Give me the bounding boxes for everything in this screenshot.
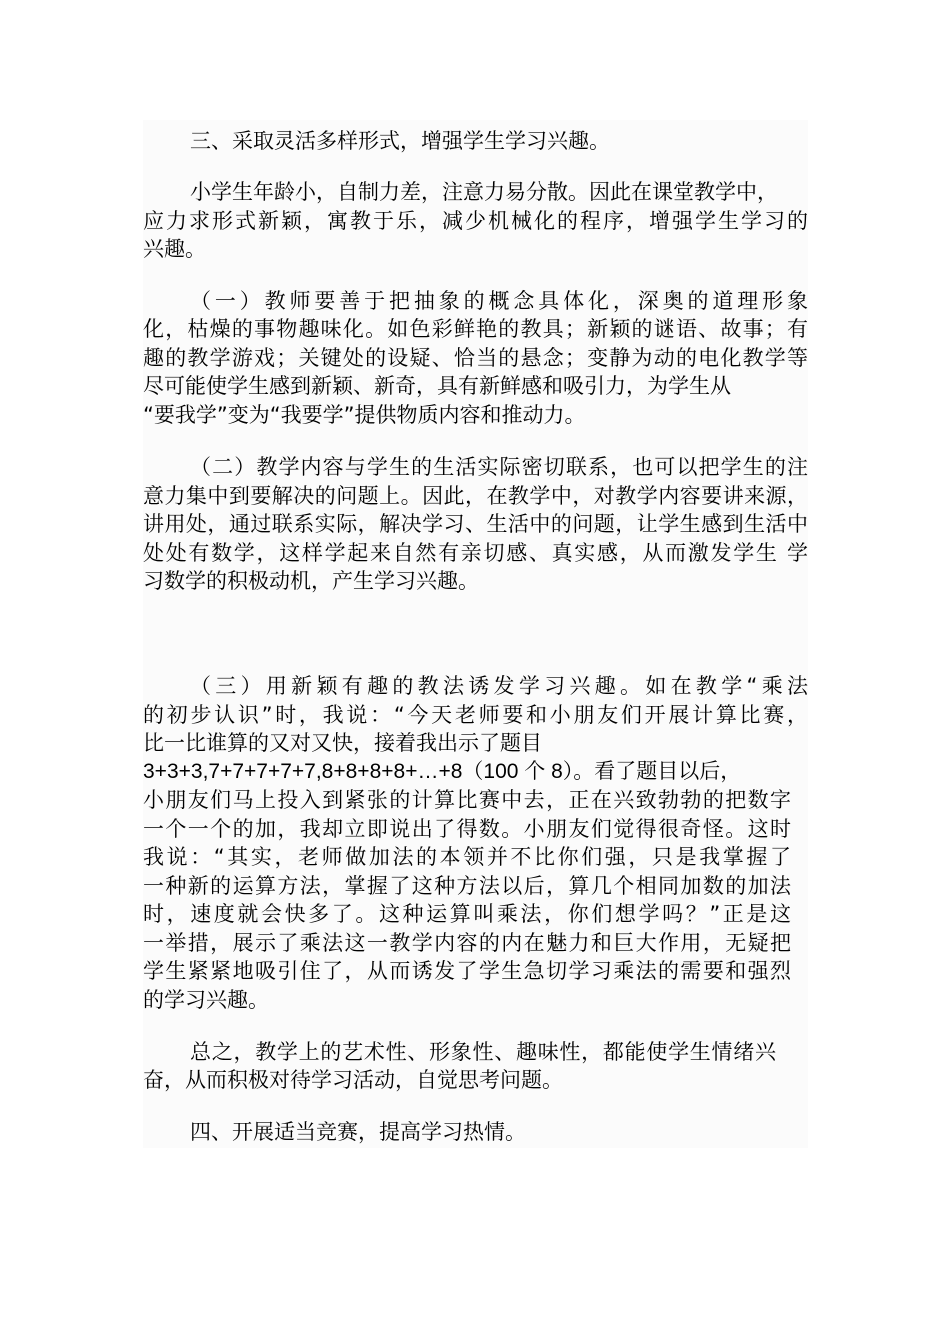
point-one-line: 趣的教学游戏；关键处的设疑、恰当的悬念；变静为动的电化教学等 — [143, 346, 808, 370]
point-two-line: （二）教学内容与学生的生活实际密切联系，也可以把学生的注 — [190, 455, 808, 479]
point-three-line: 时，速度就会快多了。这种运算叫乘法，你们想学吗？”正是这 — [143, 902, 791, 926]
intro-paragraph-line: 兴趣。 — [143, 237, 206, 261]
point-three-line: 的初步认识”时，我说：“今天老师要和小朋友们开展计算比赛， — [143, 703, 808, 727]
point-one-line: 化，枯燥的事物趣味化。如色彩鲜艳的教具；新颖的谜语、故事；有 — [143, 317, 808, 341]
point-three-line: 学生紧紧地吸引住了，从而诱发了学生急切学习乘法的需要和强烈 — [143, 959, 791, 983]
section-heading-four: 四、开展适当竞赛，提高学习热情。 — [190, 1120, 526, 1144]
point-three-line: 比一比谁算的又对又快，接着我出示了题目 — [143, 731, 542, 755]
intro-paragraph-line: 小学生年龄小，自制力差，注意力易分散。因此在课堂教学中， — [190, 180, 778, 204]
document-text-block — [143, 120, 808, 1148]
section-heading-three: 三、采取灵活多样形式，增强学生学习兴趣。 — [190, 129, 610, 153]
point-two-line: 意力集中到要解决的问题上。因此，在教学中，对教学内容要讲来源， — [143, 484, 808, 508]
point-one-line: “要我学”变为“我要学”提供物质内容和推动力。 — [143, 403, 586, 427]
point-one-line: 尽可能使学生感到新颖、新奇，具有新鲜感和吸引力，为学生从 — [143, 374, 731, 398]
point-two-line: 习数学的积极动机，产生学习兴趣。 — [143, 569, 479, 593]
summary-line: 总之，教学上的艺术性、形象性、趣味性，都能使学生情绪兴 — [190, 1040, 776, 1064]
point-two-line: 处处有数学，这样学起来自然有亲切感、真实感，从而激发学生 学 — [143, 541, 808, 565]
intro-paragraph-line: 应力求形式新颖，寓教于乐，减少机械化的程序，增强学生学习的 — [143, 209, 808, 233]
point-one-line: （一）教师要善于把抽象的概念具体化，深奥的道理形象 — [190, 289, 808, 313]
summary-line: 奋，从而积极对待学习活动，自觉思考问题。 — [143, 1068, 563, 1092]
point-three-line: 我说：“其实，老师做加法的本领并不比你们强，只是我掌握了 — [143, 845, 791, 869]
point-three-line: （三）用新颖有趣的教法诱发学习兴趣。如在教学“乘法 — [190, 674, 808, 698]
point-three-line: 一种新的运算方法，掌握了这种方法以后，算几个相同加数的加法 — [143, 874, 791, 898]
point-three-line: 小朋友们马上投入到紧张的计算比赛中去，正在兴致勃勃的把数字 — [143, 788, 791, 812]
point-three-line: 一举措，展示了乘法这一教学内容的内在魅力和巨大作用，无疑把 — [143, 931, 791, 955]
point-three-line: 3+3+3,7+7+7+7+7,8+8+8+8+…+8（100 个 8）。看了题目以后， — [143, 760, 742, 783]
point-two-line: 讲用处，通过联系实际，解决学习、生活中的问题，让学生感到生活中 — [143, 512, 808, 536]
point-three-line: 一个一个的加，我却立即说出了得数。小朋友们觉得很奇怪。这时 — [143, 817, 791, 841]
point-three-line: 的学习兴趣。 — [143, 988, 269, 1012]
